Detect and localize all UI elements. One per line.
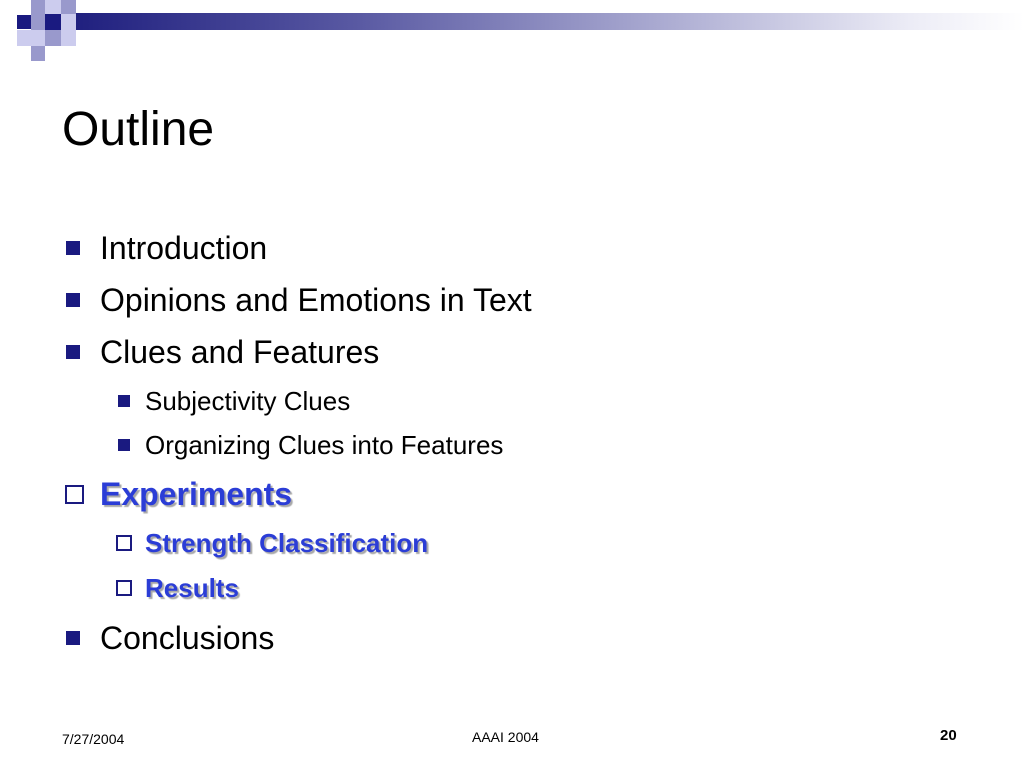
filled-square-bullet-icon — [66, 631, 80, 645]
filled-square-bullet-icon — [118, 439, 130, 451]
outline-subitem — [116, 384, 350, 418]
footer-date: 7/27/2004 — [62, 731, 125, 747]
deco-square-icon — [45, 14, 61, 30]
deco-square-icon — [31, 46, 45, 61]
footer-conference: AAAI 2004 — [472, 729, 539, 745]
outline-item — [62, 228, 267, 268]
deco-square-icon — [45, 0, 61, 14]
outline-item-label: Clues and Features — [100, 333, 380, 370]
hollow-square-bullet-icon — [116, 535, 132, 551]
outline-item-label: Organizing Clues into Features — [145, 429, 504, 460]
outline-subitem — [116, 526, 428, 560]
filled-square-bullet-icon — [66, 293, 80, 307]
slide-title: Outline — [62, 103, 215, 156]
deco-square-icon — [31, 14, 45, 30]
deco-square-icon — [17, 30, 31, 46]
outline-item-label: Results — [145, 572, 239, 603]
hollow-square-bullet-icon — [116, 580, 132, 596]
outline-item — [62, 280, 532, 320]
outline-item — [62, 618, 274, 658]
slide-page-number: 20 — [940, 727, 957, 744]
deco-square-icon — [45, 30, 61, 46]
filled-square-bullet-icon — [66, 241, 80, 255]
outline-item-label: Opinions and Emotions in Text — [100, 281, 532, 318]
outline-item-label: Strength Classification — [145, 527, 429, 558]
outline-item-label: Experiments — [100, 475, 293, 512]
outline-item — [62, 474, 292, 514]
deco-square-icon — [61, 0, 76, 14]
outline-item-label: Introduction — [100, 229, 268, 266]
outline-item-label: Subjectivity Clues — [145, 385, 351, 416]
outline-subitem — [116, 571, 239, 605]
outline-item-label: Conclusions — [100, 619, 275, 656]
deco-square-icon — [61, 30, 76, 46]
filled-square-bullet-icon — [118, 395, 130, 407]
hollow-square-bullet-icon — [65, 485, 84, 504]
deco-square-icon — [31, 30, 45, 46]
deco-square-icon — [61, 14, 76, 30]
deco-square-icon — [31, 0, 45, 14]
outline-item — [62, 332, 379, 372]
header-gradient-band — [76, 13, 1024, 30]
filled-square-bullet-icon — [66, 345, 80, 359]
outline-subitem — [116, 428, 503, 462]
deco-square-icon — [17, 15, 31, 29]
